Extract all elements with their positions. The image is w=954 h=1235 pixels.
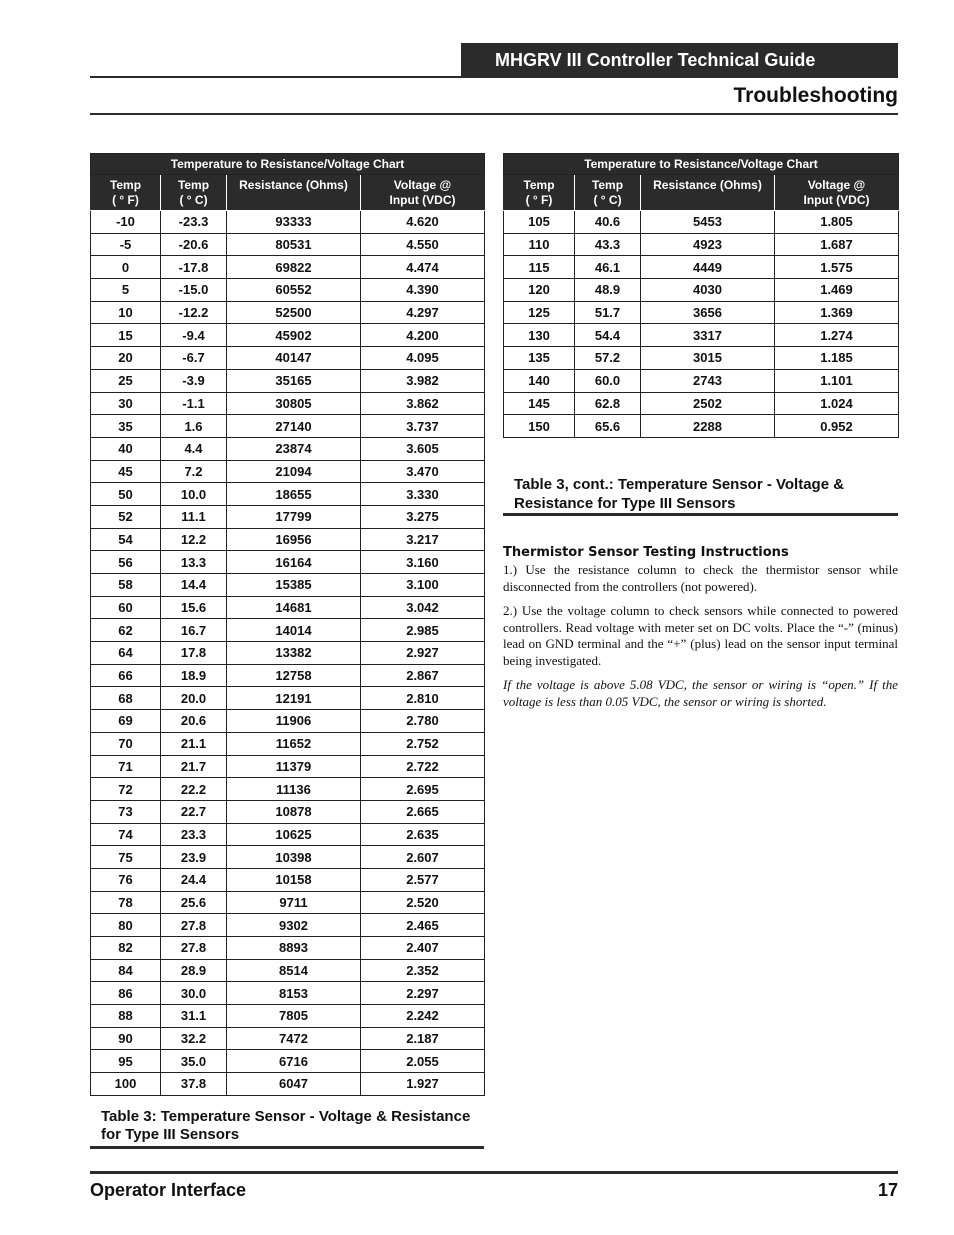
- guide-title-banner: [461, 43, 898, 77]
- temp-f-cell: 68: [91, 687, 161, 710]
- voltage-cell: 4.095: [361, 347, 485, 370]
- resistance-cell: 2288: [641, 415, 775, 438]
- table-row: [91, 528, 485, 551]
- temp-f-cell: 50: [91, 483, 161, 506]
- col-header-temp-f: Temp ( ° F): [504, 175, 575, 211]
- table-row: [504, 301, 899, 324]
- instruction-step-1: 1.) Use the resistance column to check the thermistor sensor while disconnected from the controllers (not powered).: [503, 562, 898, 594]
- temp-c-cell: 32.2: [161, 1027, 227, 1050]
- temp-f-cell: 0: [91, 256, 161, 279]
- section-rule: [90, 113, 898, 115]
- temp-f-cell: 45: [91, 460, 161, 483]
- temp-c-cell: -9.4: [161, 324, 227, 347]
- temp-c-cell: 51.7: [575, 301, 641, 324]
- voltage-cell: 2.465: [361, 914, 485, 937]
- temp-f-cell: 125: [504, 301, 575, 324]
- voltage-cell: 0.952: [775, 415, 899, 438]
- temp-c-cell: -12.2: [161, 301, 227, 324]
- temp-f-cell: 54: [91, 528, 161, 551]
- temp-c-cell: 54.4: [575, 324, 641, 347]
- table-row: [91, 369, 485, 392]
- temp-f-cell: 69: [91, 710, 161, 733]
- resistance-cell: 12191: [227, 687, 361, 710]
- voltage-cell: 1.024: [775, 392, 899, 415]
- temp-c-cell: 15.6: [161, 596, 227, 619]
- table-caption-cont: Table 3, cont.: Temperature Sensor - Voltage & Resistance for Type III Sensors: [514, 476, 845, 512]
- caption-rule: [90, 1146, 484, 1149]
- table-row: [91, 415, 485, 438]
- temperature-chart-right: [503, 153, 899, 438]
- temp-c-cell: -15.0: [161, 279, 227, 302]
- voltage-cell: 3.042: [361, 596, 485, 619]
- table-row: [91, 460, 485, 483]
- temp-f-cell: 60: [91, 596, 161, 619]
- temp-f-cell: 73: [91, 800, 161, 823]
- temp-f-cell: 90: [91, 1027, 161, 1050]
- temp-c-cell: 18.9: [161, 664, 227, 687]
- resistance-cell: 18655: [227, 483, 361, 506]
- table-row: [91, 778, 485, 801]
- temp-c-cell: 11.1: [161, 505, 227, 528]
- voltage-cell: 1.805: [775, 211, 899, 234]
- temp-c-cell: 46.1: [575, 256, 641, 279]
- temp-f-cell: 40: [91, 437, 161, 460]
- resistance-cell: 15385: [227, 574, 361, 597]
- temp-c-cell: 40.6: [575, 211, 641, 234]
- voltage-cell: 2.055: [361, 1050, 485, 1073]
- temp-f-cell: 145: [504, 392, 575, 415]
- temp-c-cell: -6.7: [161, 347, 227, 370]
- temp-f-cell: 71: [91, 755, 161, 778]
- resistance-cell: 7805: [227, 1005, 361, 1028]
- temp-f-cell: 30: [91, 392, 161, 415]
- temp-c-cell: 35.0: [161, 1050, 227, 1073]
- temperature-chart-left: [90, 153, 485, 1096]
- table-row: [91, 914, 485, 937]
- temp-c-cell: 30.0: [161, 982, 227, 1005]
- table-row: [91, 1005, 485, 1028]
- table-caption: Table 3: Temperature Sensor - Voltage & Resistance for Type III Sensors: [101, 1108, 471, 1143]
- voltage-cell: 3.330: [361, 483, 485, 506]
- voltage-cell: 2.520: [361, 891, 485, 914]
- table-row: [91, 437, 485, 460]
- temp-f-cell: 35: [91, 415, 161, 438]
- resistance-cell: 5453: [641, 211, 775, 234]
- temp-c-cell: 27.8: [161, 914, 227, 937]
- temp-c-cell: 7.2: [161, 460, 227, 483]
- resistance-cell: 8514: [227, 959, 361, 982]
- temp-c-cell: 16.7: [161, 619, 227, 642]
- temp-f-cell: 82: [91, 937, 161, 960]
- temp-c-cell: 21.7: [161, 755, 227, 778]
- voltage-cell: 2.187: [361, 1027, 485, 1050]
- temp-c-cell: 21.1: [161, 732, 227, 755]
- voltage-cell: 1.274: [775, 324, 899, 347]
- footer-rule: [90, 1171, 898, 1174]
- col-header-temp-c: Temp ( ° C): [161, 175, 227, 211]
- temp-c-cell: 20.0: [161, 687, 227, 710]
- header-rule: [90, 76, 898, 78]
- voltage-cell: 2.665: [361, 800, 485, 823]
- temp-f-cell: 10: [91, 301, 161, 324]
- table-row: [504, 369, 899, 392]
- voltage-cell: 3.737: [361, 415, 485, 438]
- temp-c-cell: 27.8: [161, 937, 227, 960]
- voltage-cell: 2.635: [361, 823, 485, 846]
- page-number: 17: [877, 1180, 898, 1200]
- temp-f-cell: 80: [91, 914, 161, 937]
- table-row: [91, 279, 485, 302]
- table-row: [91, 868, 485, 891]
- resistance-cell: 93333: [227, 211, 361, 234]
- temp-f-cell: 120: [504, 279, 575, 302]
- resistance-cell: 16956: [227, 528, 361, 551]
- resistance-cell: 60552: [227, 279, 361, 302]
- temp-c-cell: -1.1: [161, 392, 227, 415]
- temp-f-cell: 25: [91, 369, 161, 392]
- resistance-cell: 10158: [227, 868, 361, 891]
- voltage-cell: 2.810: [361, 687, 485, 710]
- resistance-cell: 23874: [227, 437, 361, 460]
- voltage-cell: 3.217: [361, 528, 485, 551]
- temp-c-cell: 24.4: [161, 868, 227, 891]
- table-row: [91, 619, 485, 642]
- table-row: [91, 982, 485, 1005]
- voltage-cell: 4.474: [361, 256, 485, 279]
- voltage-cell: 1.185: [775, 347, 899, 370]
- temp-f-cell: 70: [91, 732, 161, 755]
- temp-f-cell: 110: [504, 233, 575, 256]
- temp-c-cell: 62.8: [575, 392, 641, 415]
- resistance-cell: 9711: [227, 891, 361, 914]
- temp-c-cell: 23.3: [161, 823, 227, 846]
- resistance-cell: 8153: [227, 982, 361, 1005]
- voltage-cell: 2.722: [361, 755, 485, 778]
- temp-c-cell: 31.1: [161, 1005, 227, 1028]
- table-row: [91, 891, 485, 914]
- temp-f-cell: 72: [91, 778, 161, 801]
- voltage-cell: 1.101: [775, 369, 899, 392]
- table-row: [91, 755, 485, 778]
- resistance-cell: 3317: [641, 324, 775, 347]
- footer-section: Operator Interface: [90, 1180, 247, 1200]
- resistance-cell: 12758: [227, 664, 361, 687]
- table-row: [91, 1050, 485, 1073]
- resistance-cell: 16164: [227, 551, 361, 574]
- resistance-cell: 45902: [227, 324, 361, 347]
- table-row: [91, 732, 485, 755]
- col-header-resistance: Resistance (Ohms): [227, 175, 361, 211]
- guide-title: MHGRV III Controller Technical Guide: [495, 49, 816, 70]
- temp-c-cell: 57.2: [575, 347, 641, 370]
- table-row: [91, 324, 485, 347]
- temp-c-cell: 17.8: [161, 642, 227, 665]
- col-header-voltage: Voltage @ Input (VDC): [775, 175, 899, 211]
- voltage-cell: 3.160: [361, 551, 485, 574]
- temp-f-cell: 66: [91, 664, 161, 687]
- table-row: [91, 211, 485, 234]
- table-row: [91, 846, 485, 869]
- temp-f-cell: 135: [504, 347, 575, 370]
- temp-f-cell: 78: [91, 891, 161, 914]
- table-row: [504, 324, 899, 347]
- temp-f-cell: 86: [91, 982, 161, 1005]
- temp-f-cell: 56: [91, 551, 161, 574]
- caption-rule: [503, 513, 898, 516]
- table-row: [91, 483, 485, 506]
- section-title: Troubleshooting: [733, 84, 898, 107]
- table-row: [504, 347, 899, 370]
- voltage-cell: 1.575: [775, 256, 899, 279]
- temp-c-cell: 43.3: [575, 233, 641, 256]
- temp-f-cell: 5: [91, 279, 161, 302]
- voltage-cell: 3.470: [361, 460, 485, 483]
- col-header-voltage: Voltage @ Input (VDC): [361, 175, 485, 211]
- temp-c-cell: 37.8: [161, 1073, 227, 1096]
- temp-f-cell: 88: [91, 1005, 161, 1028]
- temp-c-cell: 4.4: [161, 437, 227, 460]
- resistance-cell: 10878: [227, 800, 361, 823]
- temp-f-cell: 84: [91, 959, 161, 982]
- voltage-cell: 1.687: [775, 233, 899, 256]
- voltage-cell: 2.927: [361, 642, 485, 665]
- voltage-cell: 2.752: [361, 732, 485, 755]
- resistance-cell: 13382: [227, 642, 361, 665]
- resistance-cell: 10625: [227, 823, 361, 846]
- temp-f-cell: 58: [91, 574, 161, 597]
- resistance-cell: 3656: [641, 301, 775, 324]
- temp-c-cell: -23.3: [161, 211, 227, 234]
- voltage-cell: 2.985: [361, 619, 485, 642]
- temp-c-cell: 13.3: [161, 551, 227, 574]
- voltage-cell: 2.407: [361, 937, 485, 960]
- voltage-cell: 1.927: [361, 1073, 485, 1096]
- resistance-cell: 35165: [227, 369, 361, 392]
- resistance-cell: 4923: [641, 233, 775, 256]
- instruction-note: If the voltage is above 5.08 VDC, the sensor or wiring is “open.” If the voltage is less than 0.05 VDC, the sensor or wiring is shorted.: [503, 677, 898, 709]
- voltage-cell: 2.242: [361, 1005, 485, 1028]
- temp-c-cell: 23.9: [161, 846, 227, 869]
- table-row: [91, 301, 485, 324]
- voltage-cell: 1.369: [775, 301, 899, 324]
- voltage-cell: 3.100: [361, 574, 485, 597]
- table-row: [91, 642, 485, 665]
- resistance-cell: 11136: [227, 778, 361, 801]
- resistance-cell: 14681: [227, 596, 361, 619]
- voltage-cell: 2.695: [361, 778, 485, 801]
- temp-c-cell: 65.6: [575, 415, 641, 438]
- voltage-cell: 1.469: [775, 279, 899, 302]
- instruction-step-2: 2.) Use the voltage column to check sensors while connected to powered controllers. Read voltage with meter set on DC volts. Place the “-” (minus) lead on GND terminal and the “+” (plus) lead on the sensor input terminal being investigated.: [503, 603, 898, 668]
- resistance-cell: 3015: [641, 347, 775, 370]
- resistance-cell: 9302: [227, 914, 361, 937]
- col-header-resistance: Resistance (Ohms): [641, 175, 775, 211]
- temp-c-cell: 1.6: [161, 415, 227, 438]
- resistance-cell: 2502: [641, 392, 775, 415]
- resistance-cell: 80531: [227, 233, 361, 256]
- resistance-cell: 52500: [227, 301, 361, 324]
- temp-f-cell: 15: [91, 324, 161, 347]
- temp-c-cell: 28.9: [161, 959, 227, 982]
- table-row: [91, 392, 485, 415]
- resistance-cell: 69822: [227, 256, 361, 279]
- temp-c-cell: 14.4: [161, 574, 227, 597]
- table-row: [91, 823, 485, 846]
- resistance-cell: 10398: [227, 846, 361, 869]
- voltage-cell: 2.577: [361, 868, 485, 891]
- table-row: [91, 1073, 485, 1096]
- temp-c-cell: 22.7: [161, 800, 227, 823]
- voltage-cell: 3.605: [361, 437, 485, 460]
- table-row: [91, 505, 485, 528]
- table-row: [504, 415, 899, 438]
- resistance-cell: 6716: [227, 1050, 361, 1073]
- voltage-cell: 2.607: [361, 846, 485, 869]
- col-header-temp-f: Temp ( ° F): [91, 175, 161, 211]
- table-row: [504, 256, 899, 279]
- temp-f-cell: 95: [91, 1050, 161, 1073]
- temp-f-cell: 75: [91, 846, 161, 869]
- temp-c-cell: 48.9: [575, 279, 641, 302]
- temp-c-cell: -20.6: [161, 233, 227, 256]
- temp-f-cell: 76: [91, 868, 161, 891]
- table-row: [91, 233, 485, 256]
- temp-c-cell: 60.0: [575, 369, 641, 392]
- voltage-cell: 4.200: [361, 324, 485, 347]
- table-row: [504, 211, 899, 234]
- resistance-cell: 11379: [227, 755, 361, 778]
- resistance-cell: 17799: [227, 505, 361, 528]
- temp-f-cell: 64: [91, 642, 161, 665]
- temp-c-cell: 20.6: [161, 710, 227, 733]
- resistance-cell: 27140: [227, 415, 361, 438]
- table-row: [91, 800, 485, 823]
- temp-f-cell: 52: [91, 505, 161, 528]
- temp-f-cell: -5: [91, 233, 161, 256]
- resistance-cell: 21094: [227, 460, 361, 483]
- table-row: [91, 1027, 485, 1050]
- testing-instructions: [503, 545, 898, 718]
- resistance-cell: 14014: [227, 619, 361, 642]
- voltage-cell: 2.780: [361, 710, 485, 733]
- chart-title: Temperature to Resistance/Voltage Chart: [504, 154, 899, 175]
- temp-f-cell: 105: [504, 211, 575, 234]
- resistance-cell: 40147: [227, 347, 361, 370]
- chart-body: [504, 211, 899, 438]
- resistance-cell: 8893: [227, 937, 361, 960]
- resistance-cell: 11652: [227, 732, 361, 755]
- voltage-cell: 4.620: [361, 211, 485, 234]
- table-row: [91, 256, 485, 279]
- table-row: [504, 233, 899, 256]
- table-row: [91, 664, 485, 687]
- temp-c-cell: -17.8: [161, 256, 227, 279]
- voltage-cell: 4.550: [361, 233, 485, 256]
- voltage-cell: 4.390: [361, 279, 485, 302]
- temp-c-cell: -3.9: [161, 369, 227, 392]
- resistance-cell: 7472: [227, 1027, 361, 1050]
- table-row: [91, 687, 485, 710]
- table-row: [504, 279, 899, 302]
- table-row: [504, 392, 899, 415]
- voltage-cell: 3.275: [361, 505, 485, 528]
- resistance-cell: 30805: [227, 392, 361, 415]
- voltage-cell: 3.982: [361, 369, 485, 392]
- table-row: [91, 574, 485, 597]
- temp-f-cell: 150: [504, 415, 575, 438]
- temp-c-cell: 22.2: [161, 778, 227, 801]
- table-row: [91, 596, 485, 619]
- voltage-cell: 4.297: [361, 301, 485, 324]
- resistance-cell: 4449: [641, 256, 775, 279]
- temp-f-cell: -10: [91, 211, 161, 234]
- temp-f-cell: 130: [504, 324, 575, 347]
- temp-f-cell: 74: [91, 823, 161, 846]
- temp-c-cell: 12.2: [161, 528, 227, 551]
- resistance-cell: 2743: [641, 369, 775, 392]
- table-row: [91, 551, 485, 574]
- resistance-cell: 11906: [227, 710, 361, 733]
- voltage-cell: 3.862: [361, 392, 485, 415]
- voltage-cell: 2.352: [361, 959, 485, 982]
- table-row: [91, 959, 485, 982]
- resistance-cell: 4030: [641, 279, 775, 302]
- temp-c-cell: 10.0: [161, 483, 227, 506]
- temp-f-cell: 140: [504, 369, 575, 392]
- temp-f-cell: 20: [91, 347, 161, 370]
- col-header-temp-c: Temp ( ° C): [575, 175, 641, 211]
- table-row: [91, 937, 485, 960]
- table-row: [91, 710, 485, 733]
- temp-f-cell: 100: [91, 1073, 161, 1096]
- table-row: [91, 347, 485, 370]
- resistance-cell: 6047: [227, 1073, 361, 1096]
- temp-f-cell: 62: [91, 619, 161, 642]
- voltage-cell: 2.867: [361, 664, 485, 687]
- chart-title: Temperature to Resistance/Voltage Chart: [91, 154, 485, 175]
- voltage-cell: 2.297: [361, 982, 485, 1005]
- chart-body: [91, 211, 485, 1096]
- temp-c-cell: 25.6: [161, 891, 227, 914]
- temp-f-cell: 115: [504, 256, 575, 279]
- instructions-heading: Thermistor Sensor Testing Instructions: [503, 545, 789, 560]
